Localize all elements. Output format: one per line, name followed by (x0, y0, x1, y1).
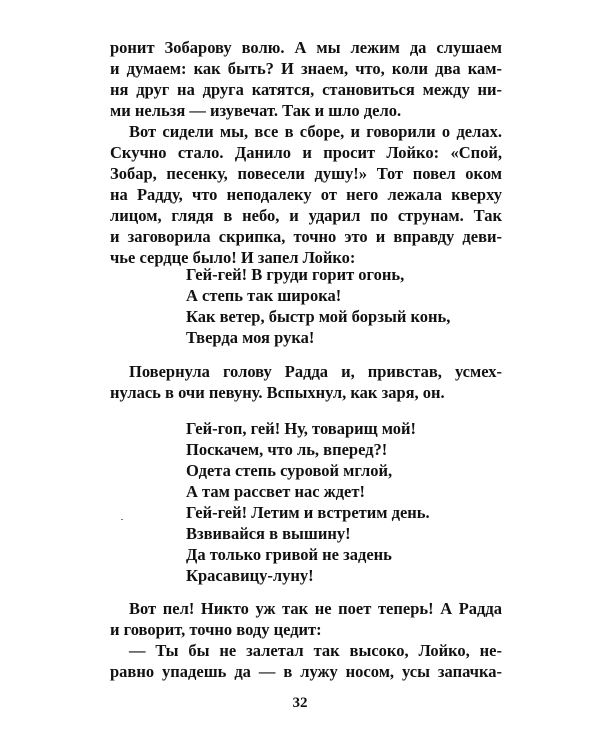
verse-line: Тверда моя рука! (186, 328, 315, 347)
verse-line: Гей-гоп, гей! Ну, товарищ мой! (186, 419, 416, 438)
text-line: на Радду, что неподалеку от него лежала кверху (110, 185, 502, 204)
page-number: 32 (292, 695, 308, 711)
verse-line: Взвивайся в вышину! (186, 524, 351, 543)
text-line: ня друг на друга катятся, становиться между ни- (110, 80, 502, 99)
verse-line: Гей-гей! Летим и встретим день. (186, 503, 430, 522)
text-line: лицом, глядя в небо, и ударил по струнам. Так (110, 206, 502, 225)
text-line: и заговорила скрипка, точно это и вправду деви- (110, 227, 502, 246)
text-line: нулась в очи певуну. Вспыхнул, как заря, он. (110, 383, 445, 402)
verse-line: Да только гривой не задень (186, 545, 392, 564)
text-line: равно упадешь да — в лужу носом, усы запачка- (110, 662, 502, 681)
text-line: ми нельзя — изувечат. Так и шло дело. (110, 101, 402, 120)
text-line: и говорит, точно воду цедит: (110, 620, 322, 639)
text-line: Зобар, песенку, повесели душу!» Тот повел оком (110, 164, 502, 183)
verse-line: Одета степь суровой мглой, (186, 461, 393, 480)
text-line: Вот пел! Никто уж так не поет теперь! А Радда (129, 599, 502, 618)
print-speck (121, 519, 123, 520)
verse-line: Гей-гей! В груди горит огонь, (186, 265, 405, 284)
verse-line: Красавицу-луну! (186, 566, 314, 585)
verse-line: А степь так широка! (186, 286, 342, 305)
verse-line: Поскачем, что ль, вперед?! (186, 440, 388, 459)
verse-line: А там рассвет нас ждет! (186, 482, 365, 501)
text-line: чье сердце было! И запел Лойко: (110, 248, 356, 267)
text-line: ронит Зобарову волю. А мы лежим да слушаем (110, 38, 502, 57)
text-line: — Ты бы не залетал так высоко, Лойко, не- (129, 641, 502, 660)
verse-line: Как ветер, быстр мой борзый конь, (186, 307, 451, 326)
text-line: Скучно стало. Данило и просит Лойко: «Спой, (110, 143, 502, 162)
text-line: Вот сидели мы, все в сборе, и говорили о делах. (129, 122, 502, 141)
text-line: и думаем: как быть? И знаем, что, коли два кам- (110, 59, 502, 78)
text-line: Повернула голову Радда и, привстав, усмех- (129, 362, 502, 381)
